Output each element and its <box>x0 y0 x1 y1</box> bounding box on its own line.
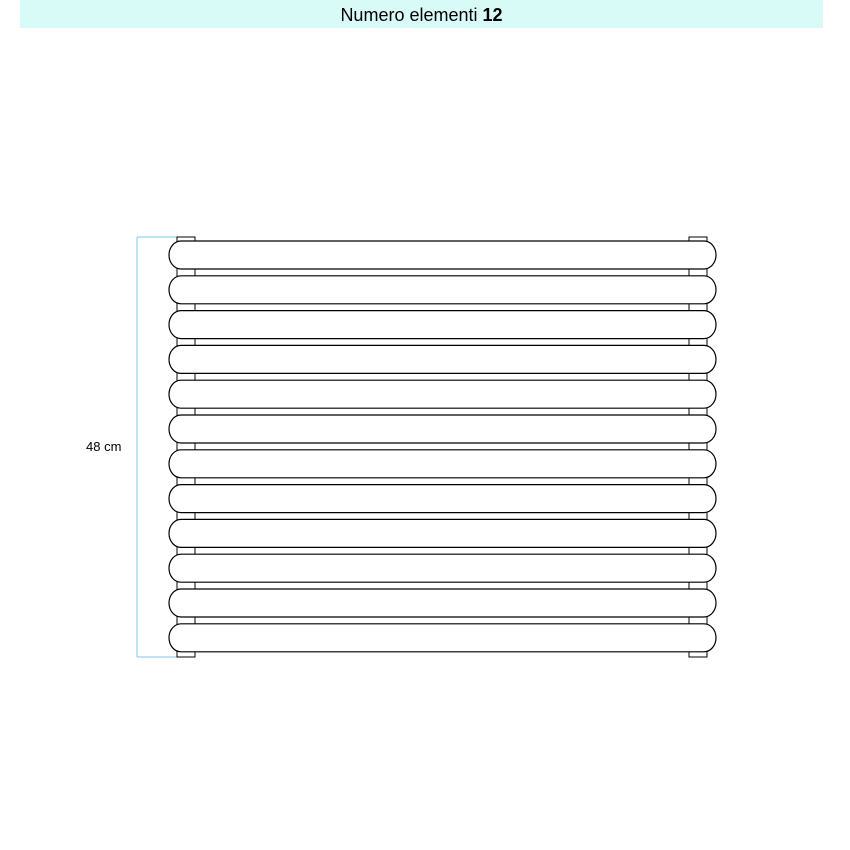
radiator-element <box>169 415 716 443</box>
radiator-element <box>169 589 716 617</box>
height-dimension-label: 48 cm <box>86 439 122 454</box>
radiator-element <box>169 624 716 652</box>
radiator-element <box>169 276 716 304</box>
radiator-element <box>169 450 716 478</box>
radiator-element <box>169 311 716 339</box>
radiator-tubes <box>169 241 716 652</box>
radiator-element <box>169 345 716 373</box>
radiator-element <box>169 380 716 408</box>
radiator-element <box>169 241 716 269</box>
radiator-element <box>169 554 716 582</box>
element-count: 12 <box>482 5 503 25</box>
header-label: Numero elementi <box>340 5 478 25</box>
radiator-element <box>169 519 716 547</box>
radiator-element <box>169 485 716 513</box>
height-dimension <box>86 237 177 657</box>
